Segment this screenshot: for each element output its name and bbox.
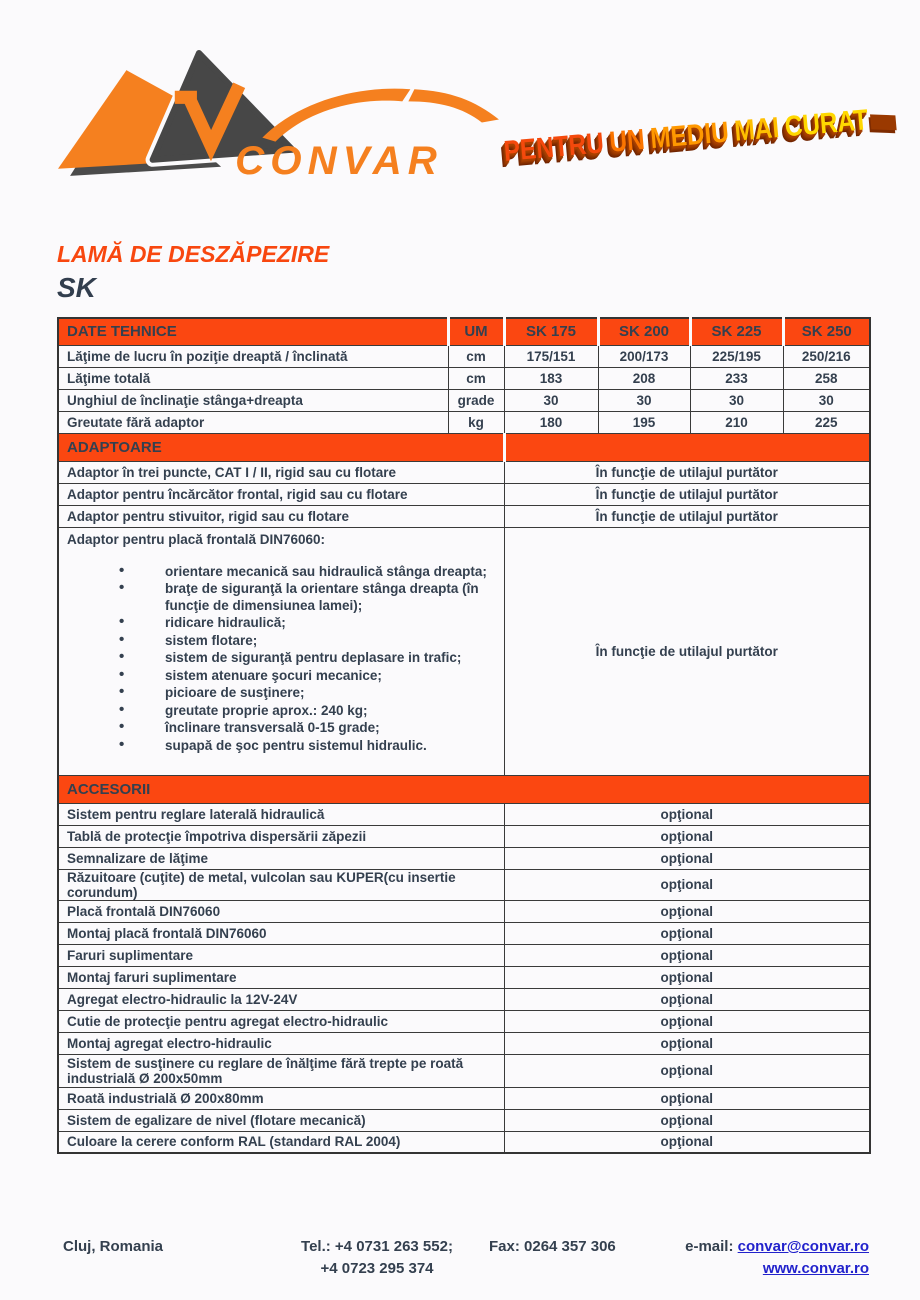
footer-email-label: e-mail: — [685, 1238, 738, 1255]
footer-email-link[interactable]: convar@convar.ro — [737, 1238, 869, 1255]
table-row-detail — [58, 527, 870, 775]
accessory-label: Sistem pentru reglare laterală hidraulică — [58, 803, 504, 825]
accessory-value: opţional — [504, 1054, 870, 1087]
table-row — [58, 461, 870, 483]
spec-table — [57, 317, 871, 1154]
accessory-label: Culoare la cerere conform RAL (standard RAL 2004) — [58, 1131, 504, 1153]
accessory-label: Faruri suplimentare — [58, 944, 504, 966]
spec-value: 210 — [690, 411, 783, 433]
spec-value: 250/216 — [783, 345, 870, 367]
page-subtitle: SK — [57, 272, 96, 303]
spec-label: Greutate fără adaptor — [58, 411, 448, 433]
column-header-sk250: SK 250 — [783, 318, 870, 345]
list-item: • braţe de siguranţă la orientare stânga dreapta (în funcţie de dimensiunea lamei); — [119, 581, 498, 614]
list-item: • supapă de şoc pentru sistemul hidraulic. — [119, 738, 498, 755]
spec-value: 233 — [690, 367, 783, 389]
adapter-value: În funcţie de utilajul purtător — [504, 483, 870, 505]
table-row — [58, 389, 870, 411]
spec-value: 30 — [783, 389, 870, 411]
column-header-sk200: SK 200 — [598, 318, 690, 345]
footer-website-link[interactable]: www.convar.ro — [762, 1260, 869, 1277]
accessory-label: Montaj agregat electro-hidraulic — [58, 1032, 504, 1054]
spec-value: 30 — [690, 389, 783, 411]
table-row — [58, 922, 870, 944]
table-row — [58, 988, 870, 1010]
table-row — [58, 505, 870, 527]
table-row — [58, 1131, 870, 1153]
spec-value: 180 — [504, 411, 598, 433]
table-row — [58, 966, 870, 988]
tagline-word: PENTRU — [502, 127, 606, 168]
table-row — [58, 345, 870, 367]
table-row — [58, 847, 870, 869]
spec-value: 183 — [504, 367, 598, 389]
list-item: • greutate proprie aprox.: 240 kg; — [119, 703, 498, 720]
accessory-value: opţional — [504, 922, 870, 944]
spec-value: 175/151 — [504, 345, 598, 367]
spec-label: Lăţime totală — [58, 367, 448, 389]
section-header-spacer — [504, 433, 870, 461]
footer-phone-block — [284, 1238, 470, 1277]
accessory-value: opţional — [504, 869, 870, 900]
table-row — [58, 944, 870, 966]
accessory-label: Răzuitoare (cuţite) de metal, vulcolan sau KUPER(cu insertie corundum) — [58, 869, 504, 900]
spec-value: 30 — [598, 389, 690, 411]
table-row — [58, 411, 870, 433]
tagline-word: MAI — [733, 111, 781, 148]
footer-fax: Fax: 0264 357 306 — [489, 1238, 616, 1255]
logo-brand-text: CONVAR — [235, 137, 443, 183]
section-title-adaptoare: ADAPTOARE — [58, 433, 504, 461]
accessory-value: opţional — [504, 1087, 870, 1109]
accessory-value: opţional — [504, 966, 870, 988]
section-title-date-tehnice: DATE TEHNICE — [58, 318, 448, 345]
list-item: • picioare de susţinere; — [119, 685, 498, 702]
spec-label: Unghiul de înclinaţie stânga+dreapta — [58, 389, 448, 411]
column-header-sk225: SK 225 — [690, 318, 783, 345]
spec-label: Lăţime de lucru în poziţie dreaptă / înclinată — [58, 345, 448, 367]
table-header-row — [58, 318, 870, 345]
adapter-value: În funcţie de utilajul purtător — [504, 527, 870, 775]
table-row — [58, 803, 870, 825]
footer-phone-1: Tel.: +4 0731 263 552; — [301, 1238, 453, 1255]
adapter-label: Adaptor în trei puncte, CAT I / II, rigid sau cu flotare — [58, 461, 504, 483]
section-title-accesorii: ACCESORII — [58, 775, 870, 803]
tagline-word: MEDIU — [649, 116, 731, 156]
adapter-detail-label: Adaptor pentru placă frontală DIN76060: — [67, 531, 326, 547]
list-item: • sistem de siguranţă pentru deplasare in trafic; — [119, 650, 498, 667]
page-title: LAMĂ DE DESZĂPEZIRE — [57, 241, 330, 267]
table-row — [58, 825, 870, 847]
accessory-value: opţional — [504, 1010, 870, 1032]
table-row — [58, 1010, 870, 1032]
table-row — [58, 1109, 870, 1131]
accessory-label: Placă frontală DIN76060 — [58, 900, 504, 922]
tagline-banner — [503, 106, 876, 167]
spec-value: 195 — [598, 411, 690, 433]
accessory-label: Cutie de protecţie pentru agregat electro-hidraulic — [58, 1010, 504, 1032]
footer-location: Cluj, Romania — [63, 1238, 164, 1255]
spec-value: 225 — [783, 411, 870, 433]
logo-swoosh-right-icon — [408, 89, 499, 122]
table-row — [58, 367, 870, 389]
list-item: • înclinare transversală 0-15 grade; — [119, 720, 498, 737]
spec-value: 208 — [598, 367, 690, 389]
table-row — [58, 900, 870, 922]
spec-value: 200/173 — [598, 345, 690, 367]
accessory-value: opţional — [504, 1131, 870, 1153]
spec-um: cm — [448, 367, 504, 389]
column-header-um: UM — [448, 318, 504, 345]
accessory-label: Montaj placă frontală DIN76060 — [58, 922, 504, 944]
spec-value: 225/195 — [690, 345, 783, 367]
list-item: • sistem atenuare şocuri mecanice; — [119, 668, 498, 685]
accessory-value: opţional — [504, 847, 870, 869]
table-row — [58, 1032, 870, 1054]
tagline-word: UN — [608, 123, 647, 159]
accessory-value: opţional — [504, 1032, 870, 1054]
accessory-label: Agregat electro-hidraulic la 12V-24V — [58, 988, 504, 1010]
page-footer — [0, 1237, 920, 1297]
adapter-detail-cell — [58, 527, 504, 775]
list-item: • ridicare hidraulică; — [119, 615, 498, 632]
spec-value: 30 — [504, 389, 598, 411]
accessory-label: Sistem de susţinere cu reglare de înălţime fără trepte pe roată industrială Ø 200x50mm — [58, 1054, 504, 1087]
column-header-sk175: SK 175 — [504, 318, 598, 345]
section-header-row — [58, 775, 870, 803]
table-row — [58, 1087, 870, 1109]
footer-contact-block — [685, 1238, 869, 1277]
accessory-value: opţional — [504, 825, 870, 847]
table-row — [58, 869, 870, 900]
spec-um: grade — [448, 389, 504, 411]
spec-um: kg — [448, 411, 504, 433]
accessory-value: opţional — [504, 944, 870, 966]
adapter-label: Adaptor pentru stivuitor, rigid sau cu flotare — [58, 505, 504, 527]
section-header-row — [58, 433, 870, 461]
list-item: • sistem flotare; — [119, 633, 498, 650]
adapter-label: Adaptor pentru încărcător frontal, rigid sau cu flotare — [58, 483, 504, 505]
accessory-value: opţional — [504, 1109, 870, 1131]
accessory-label: Sistem de egalizare de nivel (flotare mecanică) — [58, 1109, 504, 1131]
accessory-label: Semnalizare de lăţime — [58, 847, 504, 869]
table-row — [58, 483, 870, 505]
adapter-feature-list — [119, 564, 498, 755]
footer-phone-2: +4 0723 295 374 — [320, 1260, 434, 1277]
tagline-word: CURAT — [783, 104, 870, 144]
accessory-value: opţional — [504, 900, 870, 922]
adapter-value: În funcţie de utilajul purtător — [504, 461, 870, 483]
adapter-value: În funcţie de utilajul purtător — [504, 505, 870, 527]
accessory-label: Montaj faruri suplimentare — [58, 966, 504, 988]
tagline-3d-slab — [870, 114, 897, 130]
spec-um: cm — [448, 345, 504, 367]
spec-value: 258 — [783, 367, 870, 389]
accessory-value: opţional — [504, 803, 870, 825]
accessory-label: Tablă de protecţie împotriva dispersării zăpezii — [58, 825, 504, 847]
table-row — [58, 1054, 870, 1087]
accessory-label: Roată industrială Ø 200x80mm — [58, 1087, 504, 1109]
accessory-value: opţional — [504, 988, 870, 1010]
list-item: • orientare mecanică sau hidraulică stânga dreapta; — [119, 564, 498, 581]
convar-logo — [58, 44, 506, 202]
